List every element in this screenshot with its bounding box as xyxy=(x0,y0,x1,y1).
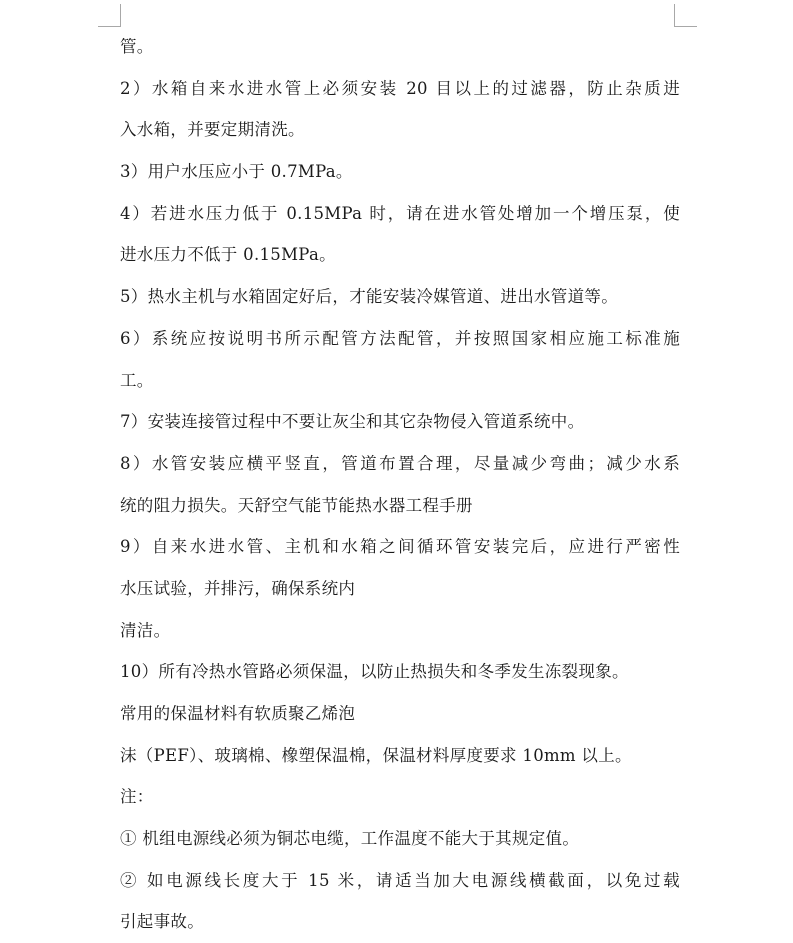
text-line: 入水箱，并要定期清洗。 xyxy=(120,120,305,140)
text-line: 8）水管安装应横平竖直，管道布置合理，尽量减少弯曲；减少水系 xyxy=(120,453,680,473)
text-line: 清洁。 xyxy=(120,620,171,640)
text-line: 管。 xyxy=(120,37,154,56)
text-line: 6）系统应按说明书所示配管方法配管，并按照国家相应施工标准施 xyxy=(120,328,680,348)
page-corner-mark-top-left xyxy=(98,4,121,27)
text-line: 注： xyxy=(120,787,154,807)
text-line: 统的阻力损失。天舒空气能节能热水器工程手册 xyxy=(120,495,473,515)
text-line: 常用的保温材料有软质聚乙烯泡 xyxy=(120,704,356,723)
text-line: 9）自来水进水管、主机和水箱之间循环管安装完后，应进行严密性 xyxy=(120,537,680,557)
page-corner-mark-top-right xyxy=(674,4,697,27)
text-line: 引起事故。 xyxy=(120,912,204,932)
document-body xyxy=(120,26,680,943)
text-line: 4）若进水压力低于 0.15MPa 时，请在进水管处增加一个增压泵，使 xyxy=(120,203,680,223)
text-line: 10）所有冷热水管路必须保温，以防止热损失和冬季发生冻裂现象。 xyxy=(120,662,629,682)
text-line: 2）水箱自来水进水管上必须安装 20 目以上的过滤器，防止杂质进 xyxy=(120,78,680,98)
text-line: 3）用户水压应小于 0.7MPa。 xyxy=(120,162,353,182)
text-line: 水压试验，并排污，确保系统内 xyxy=(120,578,356,598)
text-line: 进水压力不低于 0.15MPa。 xyxy=(120,245,336,265)
text-line: ② 如电源线长度大于 15 米，请适当加大电源线横截面，以免过载 xyxy=(120,870,680,890)
text-line: 7）安装连接管过程中不要让灰尘和其它杂物侵入管道系统中。 xyxy=(120,412,585,432)
text-line: ① 机组电源线必须为铜芯电缆，工作温度不能大于其规定值。 xyxy=(120,829,580,849)
text-line: 沫（PEF）、玻璃棉、橡塑保温棉，保温材料厚度要求 10mm 以上。 xyxy=(120,745,632,765)
text-line: 工。 xyxy=(120,370,154,390)
text-line: 5）热水主机与水箱固定好后，才能安装冷媒管道、进出水管道等。 xyxy=(120,287,618,307)
